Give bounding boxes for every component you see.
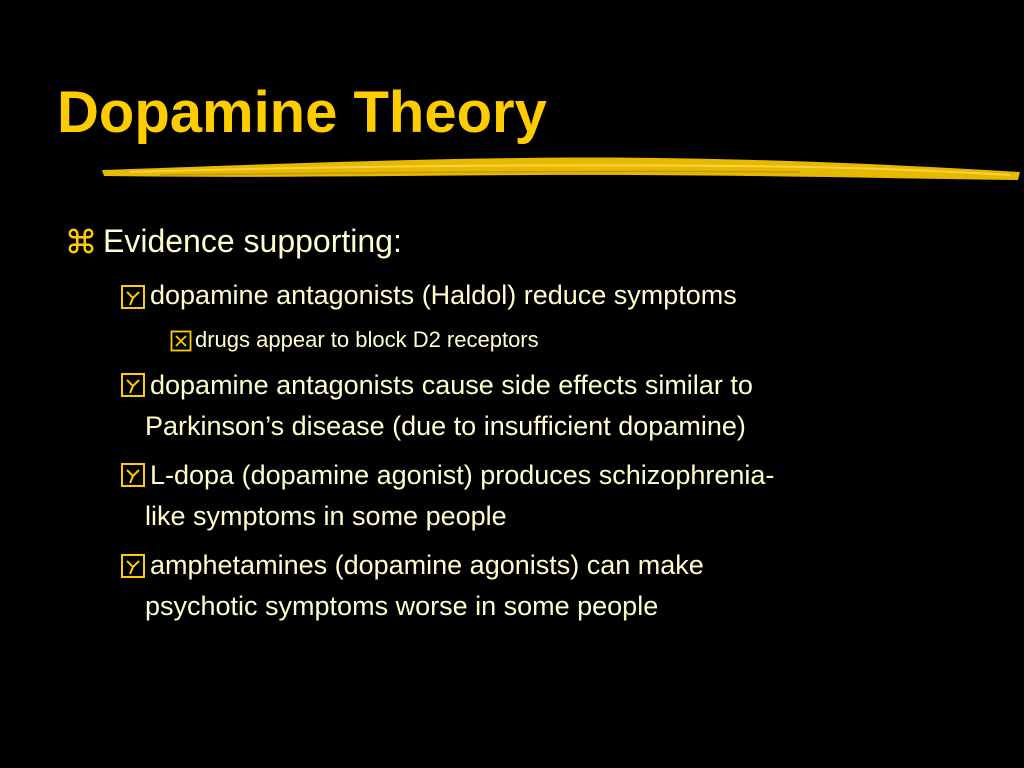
checkbox-y-icon [120,372,146,398]
bullet-evidence-supporting: Evidence supporting: [103,223,402,259]
checkbox-x-icon [170,330,192,352]
checkbox-y-icon [120,462,146,488]
checkbox-y-icon [120,553,146,579]
bullet-side-effects-line1: dopamine antagonists cause side effects similar to [150,370,753,400]
slide-title: Dopamine Theory [57,80,547,145]
command-key-icon [66,226,96,256]
checkbox-y-icon [120,284,146,310]
bullet-ldopa-line2: like symptoms in some people [145,501,507,531]
bullet-ldopa-line1: L-dopa (dopamine agonist) produces schizophrenia- [150,460,775,490]
bullet-d2-receptors: drugs appear to block D2 receptors [195,327,539,352]
bullet-amphetamines-line1: amphetamines (dopamine agonists) can make [150,550,704,580]
bullet-amphetamines-line2: psychotic symptoms worse in some people [145,591,659,621]
bullet-side-effects-line2: Parkinson’s disease (due to insufficient dopamine) [145,411,746,441]
bullet-haldol: dopamine antagonists (Haldol) reduce symptoms [150,280,737,310]
